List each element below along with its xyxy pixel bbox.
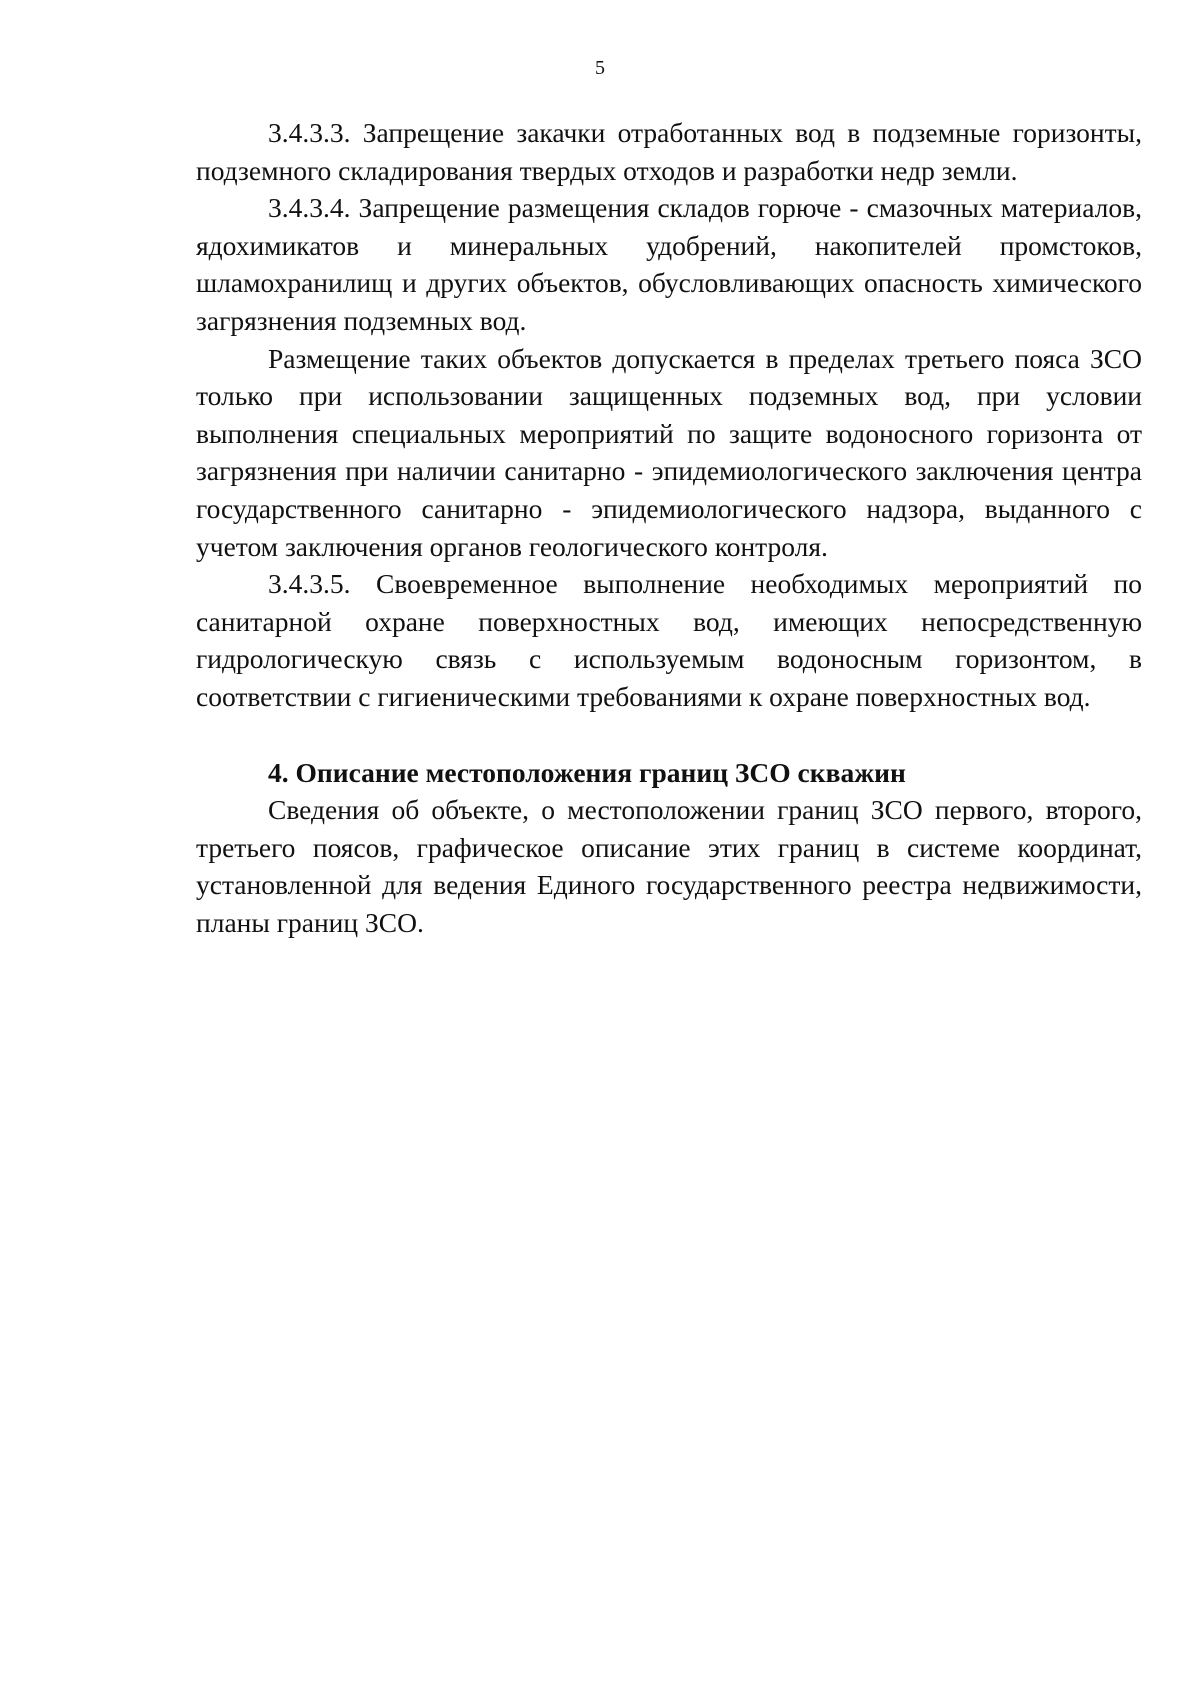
paragraph-3-4-3-5: 3.4.3.5. Своевременное выполнение необходимых мероприятий по санитарной охране поверхностных вод, имеющих непосредственную гидрологическую связь с используемым водоносным горизонтом, в соответствии с гигиеническими требованиями к охране поверхностных вод.	[196, 568, 1142, 712]
paragraph-placement-conditions: Размещение таких объектов допускается в пределах третьего пояса ЗСО только при использовании защищенных подземных вод, при условии выполнения специальных мероприятий по защите водоносного горизонта от загрязнения при наличии санитарно - эпидемиологического заключения центра государственного санитарно - эпидемиологического надзора, выданного с учетом заключения органов геологического контроля.	[196, 342, 1142, 562]
paragraph-3-4-3-4: 3.4.3.4. Запрещение размещения складов горюче - смазочных материалов, ядохимикатов и минеральных удобрений, накопителей промстоков, шламохранилищ и других объектов, обусловливающих опасность химического загрязнения подземных вод.	[196, 192, 1142, 336]
paragraph-3-4-3-3: 3.4.3.3. Запрещение закачки отработанных вод в подземные горизонты, подземного складирования твердых отходов и разработки недр земли.	[196, 117, 1142, 186]
document-body	[196, 114, 1142, 941]
section-4-paragraph: Сведения об объекте, о местоположении границ ЗСО первого, второго, третьего поясов, графическое описание этих границ в системе координат, установленной для ведения Единого государственного реестра недвижимости, планы границ ЗСО.	[196, 794, 1142, 938]
section-4-heading: 4. Описание местоположения границ ЗСО скважин	[268, 756, 906, 788]
page-number: 5	[595, 57, 605, 79]
